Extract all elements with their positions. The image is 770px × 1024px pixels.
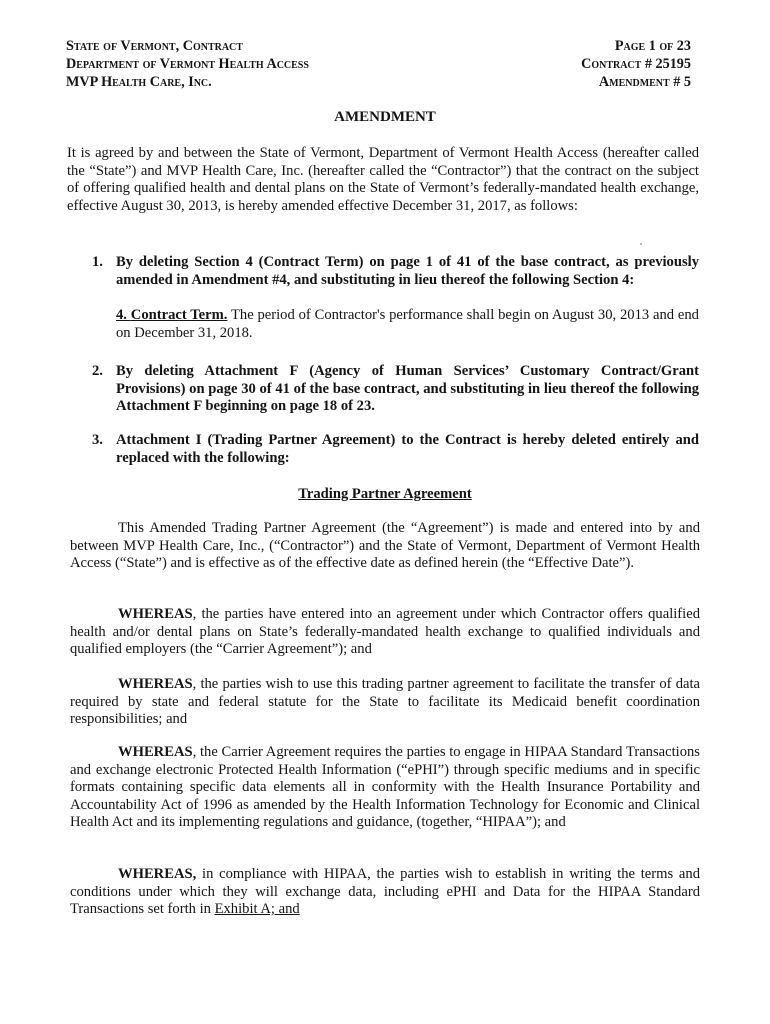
section-4-text: The period of Contractor's performance shall begin on August 30, 2013 and end on December 31, 2018. xyxy=(116,307,699,341)
exhibit-a-reference: Exhibit A; and xyxy=(214,901,300,918)
list-item xyxy=(92,254,699,289)
whereas-paragraph xyxy=(70,676,700,729)
contract-number: Contract # 25195 xyxy=(581,56,691,72)
whereas-lead: WHEREAS, xyxy=(118,866,197,882)
section-4-number: 4. xyxy=(116,307,127,323)
tpa-paragraph-intro: This Amended Trading Partner Agreement (the “Agreement”) is made and entered into by and between MVP Health Care, Inc., (“Contractor”) and the State of Vermont, Department of Vermont Health Access (“State”) and is effective as of the effective date as defined herein (the “Effective Date”). xyxy=(70,520,700,572)
whereas-text: in compliance with HIPAA, the parties wish to establish in writing the terms and conditions under which they will exchange data, including ePHI and Data for the HIPAA Standard Transactions set forth in xyxy=(70,866,700,918)
whereas-paragraph xyxy=(70,606,700,659)
header-right xyxy=(581,37,691,91)
scan-speck xyxy=(640,243,642,245)
page-number: Page 1 of 23 xyxy=(614,38,691,54)
list-item-text: Attachment I (Trading Partner Agreement) to the Contract is hereby deleted entirely and replaced with the following: xyxy=(116,432,699,466)
list-item xyxy=(92,432,699,467)
whereas-text: , the parties wish to use this trading partner agreement to facilitate the transfer of data required by state and federal statute for the State to facilitate its Medicaid benefit coordination responsibilities; and xyxy=(70,676,700,728)
whereas-paragraph xyxy=(70,866,700,919)
header-contractor: MVP Health Care, Inc. xyxy=(66,74,212,90)
list-item xyxy=(92,363,699,416)
whereas-lead: WHEREAS xyxy=(118,744,193,760)
whereas-lead: WHEREAS xyxy=(118,676,193,692)
section-4-paragraph xyxy=(116,307,699,342)
amendment-number: Amendment # 5 xyxy=(598,74,691,90)
list-item-text: By deleting Attachment F (Agency of Human Services’ Customary Contract/Grant Provisions) on page 30 of 41 of the base contract, and substituting in lieu thereof the following Attachment F beginning on page 18 of 23. xyxy=(116,363,699,415)
header-department: Department of Vermont Health Access xyxy=(66,56,309,72)
tpa-heading: Trading Partner Agreement xyxy=(298,486,472,502)
whereas-paragraph xyxy=(70,744,700,832)
section-4-term: Contract Term. xyxy=(130,307,228,323)
header-state-contract: State of Vermont, Contract xyxy=(66,38,243,54)
intro-paragraph: It is agreed by and between the State of Vermont, Department of Vermont Health Access (hereafter called the “State”) and MVP Health Care, Inc. (hereafter called the “Contractor”) that the contract on the subject of offering qualified health and dental plans on the State of Vermont’s federally-mandated health exchange, effective August 30, 2013, is hereby amended effective December 31, 2017, as follows: xyxy=(67,145,699,214)
page-title: AMENDMENT xyxy=(334,109,436,125)
list-item-number: 2. xyxy=(92,363,103,379)
header-left xyxy=(66,37,309,91)
list-item-number: 3. xyxy=(92,432,103,448)
list-item-text: By deleting Section 4 (Contract Term) on page 1 of 41 of the base contract, as previously amended in Amendment #4, and substituting in lieu thereof the following Section 4: xyxy=(116,254,699,288)
list-item-number: 1. xyxy=(92,254,103,270)
whereas-lead: WHEREAS xyxy=(118,606,193,622)
whereas-text: , the Carrier Agreement requires the parties to engage in HIPAA Standard Transactions and exchange electronic Protected Health Information (“ePHI”) through specific mediums and in specific formats containing specific data elements all in conformity with the Health Insurance Portability and Accountability Act of 1996 as amended by the Health Information Technology for Economic and Clinical Health Act and its implementing regulations and guidance, (together, “HIPAA”); and xyxy=(70,744,700,831)
whereas-text: , the parties have entered into an agreement under which Contractor offers qualified health and/or dental plans on State’s federally-mandated health exchange to qualified individuals and qualified employers (the “Carrier Agreement”); and xyxy=(70,606,700,658)
